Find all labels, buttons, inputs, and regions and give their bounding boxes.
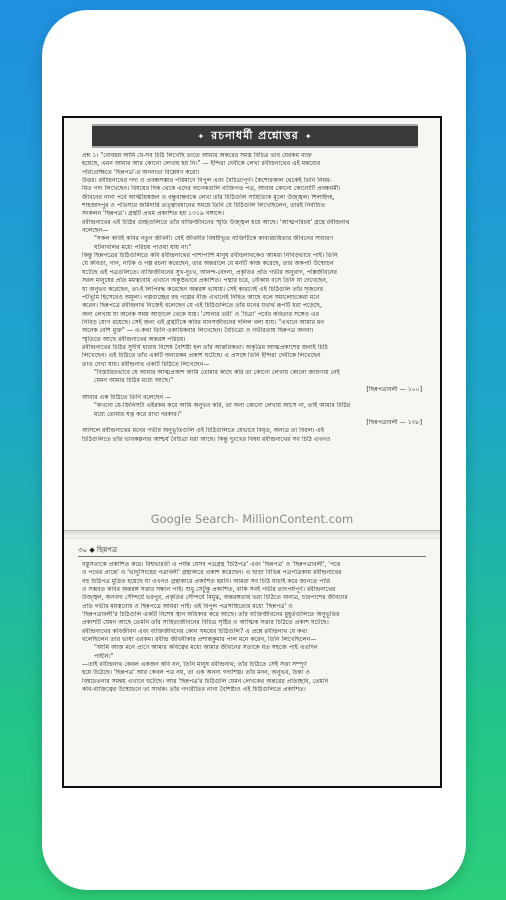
chapter-title: রচনাধর্মী প্রশ্নোত্তর [211,129,299,142]
top-text-block [82,152,426,444]
page-header: ৩০ ◆ ছিন্নপত্র [78,546,118,554]
text-line: অন্য লেখায় যা অনেক সময় আড়ালে থেকে যায়। 'সোনার তরী' ও 'চিত্রা' পর্বের কবিতার সঙ্গেও এর [82,310,319,318]
watermark-text: Google Search- MillionContent.com [150,512,354,526]
banner-ornament-icon: ✦ [304,132,313,141]
text-line: —তাই রবীন্দ্রনাথ কেবল একজন কবি নন, তিনি মানুষ রবীন্দ্রনাথ; তাঁর চিঠিতে সেই সত্তা সম্পূর্ণ [82,661,307,669]
text-line: রবীন্দ্রনাথের চিঠির সুদীর্ঘ ধারায় বিশেষ বৈশিষ্ট্য হল তাঁর আন্তরিকতা। অকৃত্রিম আত্মপ্রকাশের জন্যই চিঠি [82,343,328,351]
text-line: স্মৃতিতে আছে রবীন্দ্রনাথের অন্তরঙ্গ পরিচয়। [82,335,186,343]
text-line: করেন। ছিন্নপত্রে রবীন্দ্রনাথ নিজেই বলেছেন যে এই চিঠিগুলিতে তাঁর মনের যথার্থ রূপটি ধরা পড়েছে, [82,302,322,310]
scanned-page [62,116,442,788]
text-line: বহু চিঠিপত্র মুদ্রিত হয়েছে যা এখনও গ্রন্থাকারে প্রকাশিত হয়নি। আমরা সব চিঠি যাচাই করে জানতে পারি [82,577,331,585]
text-line: জীবনের নানা পর্বে আত্মীয়স্বজন ও বন্ধুবান্ধবকে লেখা তাঁর চিঠিগুলি সাহিত্যিক মূল্যে উজ্জ্বল। শিলাইদহ, [82,193,335,201]
text-line: যা অনুভব করেছেন, তা-ই লিপিবদ্ধ করেছেন অন্তরঙ্গ ভাষায়। সেই কারণেই এই চিঠিগুলি তাঁর সৃজনের [82,285,324,293]
text-line: বিশ্বচেতনার সমন্বয় এখানে ঘটেছে। আর 'ছিন্নপত্র'র চিঠিগুলি যেমন লেখকের অন্তরের প্রতিচ্ছবি, তেমনি [82,677,329,685]
chapter-banner [92,124,418,148]
text-line: "কখনো যে-জিনিসটা এইরকম করে আমি অনুভব করি, তা অন্য কোনো লেখায় আসে না, তাই আমার চিঠির [94,402,351,410]
text-line: হয়ে উঠেছে। 'ছিন্নপত্র' আর কেবল পত্র নয়, তা এক অনন্য গদ্যশিল্প। তাঁর মনন, অনুভব, চিন্তা ও [82,669,310,677]
text-line: যেমন আমার চিঠির মধ্যে আছে।" [94,377,173,385]
text-line: উজ্জ্বল, অনবদ্য সৌন্দর্যে ভরপুর, প্রকৃতির সৌন্দর্যে বিমুগ্ধ, অন্তরঙ্গতায় ভরা চিঠিতে অন্যত্র, চারপাশের জীবনের [82,594,348,602]
text-line: কবি-ব্যক্তিত্বের উন্মোচনে তা সার্থক। তাঁর গদ্যরীতির নানা বৈশিষ্ট্যও এই চিঠিগুলিতে প্রকাশিত। [82,686,306,694]
text-line: তাও দেখা যায়। রবীন্দ্রনাথ একটি চিঠিতে লিখেছেন— [82,360,210,368]
text-line: নিবিড় যোগ রয়েছে। সেই জন্য এই গ্রন্থটিকে কবির মানসজীবনের দলিল বলা যায়। "এখানে আমার মন [82,318,324,326]
text-line: "বিস্তারিতভাবে যে আমার আত্মপ্রকাশ আমি তোমার কাছে করি তা কোনো লেখায় কোনো জায়গায় নেই [94,368,340,376]
text-line: বস্তুসত্যকে প্রকাশিত করে। বিশ্বভারতী এ পর্যন্ত যেসব পত্রগ্রন্থ 'চিঠিপত্র' এবং 'ছিন্নপত্র' ও 'ছিন্নপত্রাবলী', 'পথে [82,561,341,568]
text-line: লিখেছেন। এই চিঠিতে তাঁর একটি অন্যরকম প্রকাশ ঘটেছে। এ প্রসঙ্গে তিনি ইন্দিরা দেবীকে লিখেছেন [82,352,321,360]
text-line: প্রকাশটি যেমন আছে তেমনি তাঁর সাহিত্যজীবনের বিচিত্র সৃষ্টির ও আত্মিক সত্তার চিঠিতে প্রকাশ ঘটেছে। [82,619,329,627]
text-line: প্রশ্ন ১। "বোধহয় আমি যে-সব চিঠি লিখেছি তাতে আমার অন্তরের সমস্ত বিচিত্র ভাব যেরকম ব্যক্ত [82,152,312,159]
text-line: রবীন্দ্রনাথের কবিজীবন এবং ব্যক্তিজীবনের কোন সময়ের চিঠিগুলি? এ প্রশ্নে রবীন্দ্রনাথ যে কথা [82,627,308,635]
text-line: পরিপ্রেক্ষিতে 'ছিন্নপত্র'-র অনন্যতা বিশ্লেষণ করো। [82,168,200,176]
text-line: অনেক বেশি মুক্ত" — এ-কথা তিনি একাধিকবার লিখেছেন। বৈচিত্র্যে ও গভীরতায় ছিন্নপত্র অনন্য। [82,327,314,335]
text-line: পাইনি।" [94,652,114,660]
text-line: মিত গদ্য লিখেছেন। বিষয়ের দিক থেকে এদের অনেকগুলি ব্যক্তিগত পত্র, আবার কোনো কোনোটি প্রবন্ধধর্মী। [82,185,341,193]
text-line: ঘটেছে এই পত্রগুলিতে। ব্যক্তিজীবনের সুখ-দুঃখ, আনন্দ-বেদনা, প্রকৃতির প্রতি গভীর অনুরাগ, পল্লিজীবনের [82,268,337,276]
text-line: বলেছিলেন তার ভাষা এরকম। রবীন্দ্র জীবনীকার প্রশান্তকুমার পাল মনে করেন, তিনি লিখেছিলেন— [82,636,317,644]
text-line: কিন্তু ছিন্নপত্রের চিঠিগুলিতে কবি রবীন্দ্রনাথের পাশাপাশি মানুষ রবীন্দ্রনাথকেও আমরা নিবিড়ভাবে পাই। তিনি [82,252,338,260]
text-line: চিঠিগুলিতে তাঁর ভাবকল্পনার আশ্চর্য বৈচিত্র্য ধরা আছে। কিন্তু দুঃখের বিষয় রবীন্দ্রনাথের সব চিঠি এখনও [82,435,331,443]
text-line: শাহজাদপুর ও পতিসরে জমিদারি তত্ত্বাবধানের সময়ে তিনি যে চিঠিগুলি লিখেছিলেন, তারই নির্বাচিত [82,202,326,210]
text-line: ও পথের প্রান্তে' ও 'ভানুসিংহের পত্রাবলী' গ্রন্থাকারে প্রকাশ করেছেন। এ ছাড়া বিভিন্ন পত্রপত্রিকায় রবীন্দ্রনাথের [82,569,342,577]
text-line: রবীন্দ্রনাথের এই চিঠির গুচ্ছগুলিতে তাঁর ব্যক্তিজীবনের স্মৃতি উজ্জ্বল হয়ে আছে। 'আত্মপরিচয়' গ্রন্থে রবীন্দ্রনাথ [82,218,350,226]
text-line: আসলে রবীন্দ্রনাথের মনের গভীর অনুভূতিগুলি এই চিঠিগুলিতে যেভাবে বিধৃত, অন্যত্র তা বিরল। এই [82,427,325,435]
text-line: পটভূমি হিসেবেও অমূল্য। গল্পগুচ্ছের বহু গল্পের বীজ এখানেই নিহিত আছে বলে সমালোচকেরা মনে [82,293,320,301]
header-divider [78,556,426,557]
text-line: বলেছেন— [82,227,109,235]
bottom-text-block [82,561,426,695]
text-line: ঘটনাবলির মধ্যে পরিচয় পাওয়া যায় না।" [94,243,192,251]
page-bottom [70,540,434,782]
text-line: "আমি আজ মনে প্রাণে আমার কবিত্বের মধ্যে আমার জীবনের সত্যকে যত সহজে পাই এতদিন [94,644,318,652]
text-line: "সকল কবিই কবির নতুন জীবনী। যেই জীবনীর বিষয়ীভূত ব্যক্তিটিকে কাব্যরচয়িতার জীবনের সাধারণ [94,235,334,243]
text-line: আবার এক চিঠিতে তিনি বলেছেন — [82,393,172,401]
text-line: সরল মানুষের প্রতি মমত্ববোধ এখানে অকুণ্ঠভাবে প্রকাশিত। পদ্মার চরে, নৌকায় বসে তিনি যা দেখেছেন, [82,277,328,285]
page-fold [64,530,440,539]
text-line: সংকলন 'ছিন্নপত্র'। গ্রন্থটি প্রথম প্রকাশিত হয় ১৩১৯ বঙ্গাব্দে। [82,210,225,218]
text-line: প্রতি গভীর মমত্ববোধ ও ছিন্নপত্রে আমরা পাই। এই বিপুল পত্রসাহিত্যের মধ্যে 'ছিন্নপত্র' ও [82,602,293,610]
text-line: উত্তর। রবীন্দ্রনাথের গদ্য ও প্রবন্ধসম্ভার পরিমাণে বিপুল এবং বৈচিত্র্যপূর্ণ। কৈশোরকাল থেকেই তিনি নিয়ম- [82,177,332,185]
text-line: মধ্যে তোমার যত্ন করে রাখা দরকার।" [94,410,182,418]
text-line: [ছিন্নপত্রাবলী — ১৩৮] [366,419,422,426]
banner-ornament-icon: ✦ [197,132,206,141]
text-line: যে কবিতা, গান, নাটক ও গল্প রচনা করেছেন, তার অন্তরালে যে মনটি কাজ করেছে, তার অকপট উন্মোচন [82,260,334,268]
page-top [70,122,434,530]
text-line: 'ছিন্নপত্রাবলী'র চিঠিগুলি একটি বিশেষ স্থান অধিকার করে আছে। তাঁর ব্যক্তিজীবনের মুহূর্তগুলিতে অনুভূতির [82,611,340,619]
text-line: [ছিন্নপত্রাবলী — ১০০] [366,385,422,393]
text-line: ও সম্ভবত কবির অন্তরঙ্গ সত্তার সন্ধান পাই। শুধু সেটুকু প্রকাশিত, বাকি সবই গভীর তাৎপর্যপূর্ণ। রবীন্দ্রনাথের [82,586,336,594]
text-line: হয়েছে, এমন আমার আর কোনো লেখায় হয় নি।" — ইন্দিরা দেবীকে লেখা রবীন্দ্রনাথের এই মন্তব্যের [82,160,321,168]
